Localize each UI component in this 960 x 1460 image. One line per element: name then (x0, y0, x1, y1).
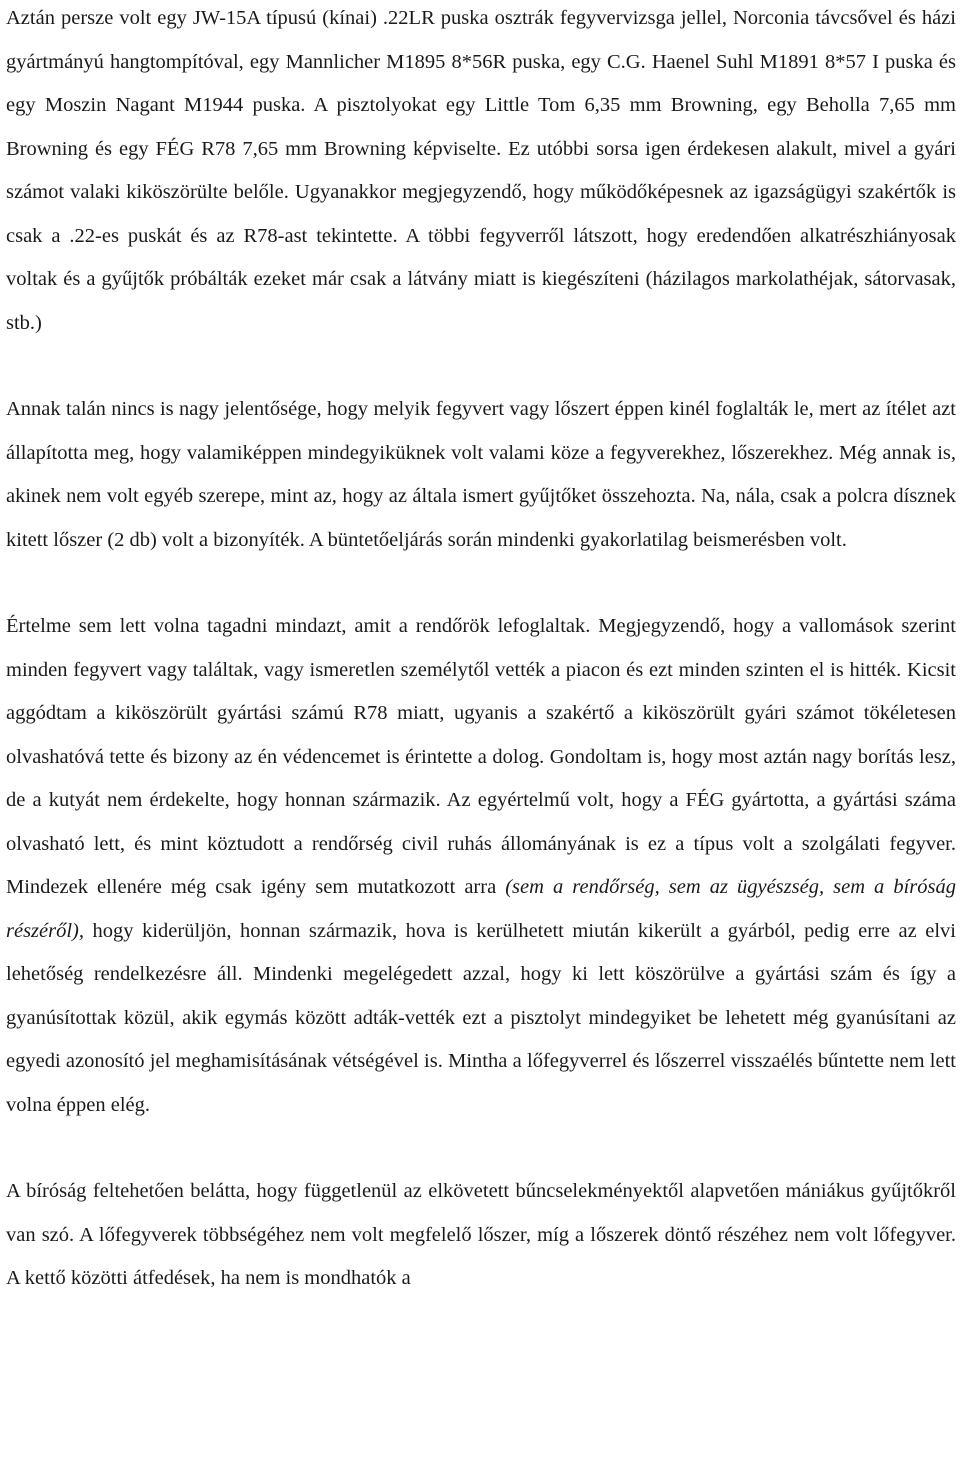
paragraph-gap (6, 345, 956, 388)
paragraph-seizure: Annak talán nincs is nagy jelentősége, hogy melyik fegyvert vagy lőszert éppen kinél foglalták le, mert az ítélet azt állapította meg, hogy valamiképpen mindegyiküknek volt valami köze a fegyverekhez, lőszerekhez. Még annak is, akinek nem volt egyéb szerepe, mint az, hogy az általa ismert gyűjtőket összehozta. Na, nála, csak a polcra dísznek kitett lőszer (2 db) volt a bizonyíték. A büntetőeljárás során mindenki gyakorlatilag beismerésben volt. (6, 398, 956, 551)
document-page (6, 0, 956, 1301)
italic-remark: (sem a rendőrség, sem az ügyészség, sem a bíróság részéről), (6, 876, 956, 942)
paragraph-r78-pistol (6, 605, 956, 1127)
paragraph-court: A bíróság feltehetően belátta, hogy függetlenül az elkövetett bűncselekményektől alapvetően mániákus gyűjtőkről van szó. A lőfegyverek többségéhez nem volt megfelelő lőszer, míg a lőszerek döntő részéhez nem volt lőfegyver. A kettő közötti átfedések, ha nem is mondhatók a (6, 1180, 956, 1289)
paragraph-text-before-italic: Értelme sem lett volna tagadni mindazt, amit a rendőrök lefoglaltak. Megjegyzendő, hogy a vallomások szerint minden fegyvert vagy találtak, vagy ismeretlen személytől vették a piacon és ezt minden szinten el is hitték. Kicsit aggódtam a kiköszörült gyártási számú R78 miatt, ugyanis a szakértő a kiköszörült gyári számot tökéletesen olvashatóvá tette és bizony az én védencemet is érintette a dolog. Gondoltam is, hogy most aztán nagy borítás lesz, de a kutyát nem érdekelte, hogy honnan származik. Az egyértelmű volt, hogy a FÉG gyártotta, a gyártási száma olvasható lett, és mint köztudott a rendőrség civil ruhás állományának is ez a típus volt a szolgálati fegyver. Mindezek ellenére még csak igény sem mutatkozott arra (6, 615, 956, 898)
paragraph-text-after-italic: hogy kiderüljön, honnan származik, hova is kerülhetett miután kikerült a gyárból, pedig erre az elvi lehetőség rendelkezésre áll. Mindenki megelégedett azzal, hogy ki lett köszörülve a gyártási szám és így a gyanúsítottak közül, akik egymás között adták-vették ezt a pisztolyt mindegyiket be lehetett még gyanúsítani az egyedi azonosító jel meghamisításának vétségével is. Mintha a lőfegyverrel és lőszerrel visszaélés bűntette nem lett volna éppen elég. (6, 919, 956, 1116)
paragraph-gap (6, 1127, 956, 1170)
paragraph-gap (6, 562, 956, 605)
paragraph-weapons-list: Aztán persze volt egy JW-15A típusú (kínai) .22LR puska osztrák fegyvervizsga jellel, Norconia távcsővel és házi gyártmányú hangtompítóval, egy Mannlicher M1895 8*56R puska, egy C.G. Haenel Suhl M1891 8*57 I puska és egy Moszin Nagant M1944 puska. A pisztolyokat egy Little Tom 6,35 mm Browning, egy Beholla 7,65 mm Browning és egy FÉG R78 7,65 mm Browning képviselte. Ez utóbbi sorsa igen érdekesen alakult, mivel a gyári számot valaki kiköszörülte belőle. Ugyanakkor megjegyzendő, hogy működőképesnek az igazságügyi szakértők is csak a .22-es puskát és az R78-ast tekintette. A többi fegyverről látszott, hogy eredendően alkatrészhiányosak voltak és a gyűjtők próbálták ezeket már csak a látvány miatt is kiegészíteni (házilagos markolathéjak, sátorvasak, stb.) (6, 7, 956, 334)
